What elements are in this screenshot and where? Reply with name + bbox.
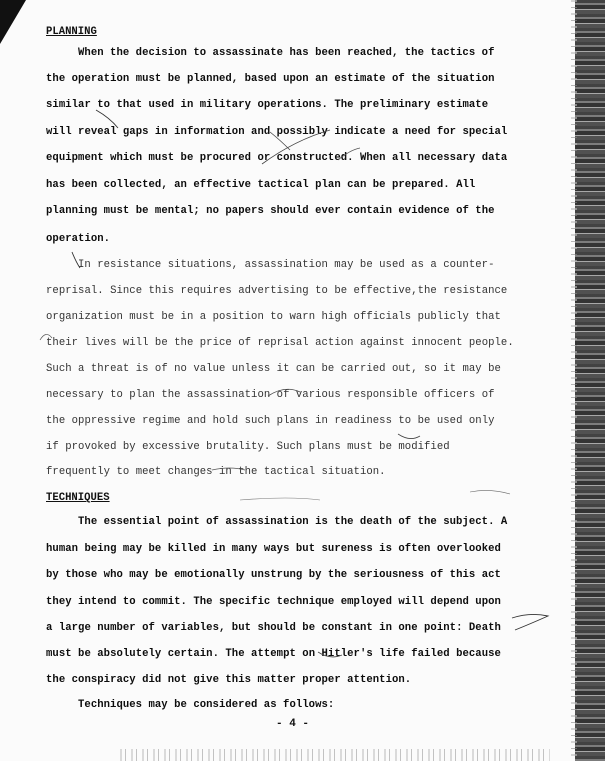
text-line: Such a threat is of no value unless it can be carried out, so it may be [46, 363, 501, 375]
text-line: their lives will be the price of reprisal action against innocent people. [46, 337, 514, 349]
section-heading-planning: PLANNING [46, 26, 97, 38]
text-line: frequently to meet changes in the tactical situation. [46, 466, 386, 478]
scan-edge-noise [571, 0, 577, 761]
scan-edge-right [575, 0, 605, 761]
text-line: reprisal. Since this requires advertising to be effective,the resistance [46, 285, 508, 297]
section-heading-techniques: TECHNIQUES [46, 492, 110, 504]
text-line: necessary to plan the assassination of various responsible officers of [46, 389, 495, 401]
text-line: equipment which must be procured or constructed. When all necessary data [46, 152, 508, 164]
text-line: a large number of variables, but should be constant in one point: Death [46, 622, 501, 634]
scan-edge-bottom [120, 749, 550, 761]
text-line: planning must be mental; no papers should ever contain evidence of the [46, 205, 495, 217]
text-line: has been collected, an effective tactical plan can be prepared. All [46, 179, 476, 191]
text-line: operation. [46, 233, 111, 245]
text-line: The essential point of assassination is the death of the subject. A [78, 516, 508, 528]
text-line: will reveal gaps in information and possibly indicate a need for special [46, 126, 508, 138]
text-line: similar to that used in military operations. The preliminary estimate [46, 99, 489, 111]
text-line: the operation must be planned, based upon an estimate of the situation [46, 73, 495, 85]
text-line: by those who may be emotionally unstrung by the seriousness of this act [46, 569, 501, 581]
text-line: human being may be killed in many ways but sureness is often overlooked [46, 543, 501, 555]
scan-corner-shadow [0, 0, 26, 44]
text-line: the conspiracy did not give this matter proper attention. [46, 674, 412, 686]
text-line: In resistance situations, assassination may be used as a counter- [78, 259, 495, 271]
text-line: if provoked by excessive brutality. Such plans must be modified [46, 441, 450, 453]
text-line: organization must be in a position to warn high officials publicly that [46, 311, 501, 323]
text-line: the oppressive regime and hold such plans in readiness to be used only [46, 415, 495, 427]
text-line: Techniques may be considered as follows: [78, 699, 335, 711]
page-number: - 4 - [276, 718, 310, 730]
text-line: When the decision to assassinate has been reached, the tactics of [78, 47, 495, 59]
text-line: must be absolutely certain. The attempt on Hitler's life failed because [46, 648, 501, 660]
text-line: they intend to commit. The specific technique employed will depend upon [46, 596, 501, 608]
